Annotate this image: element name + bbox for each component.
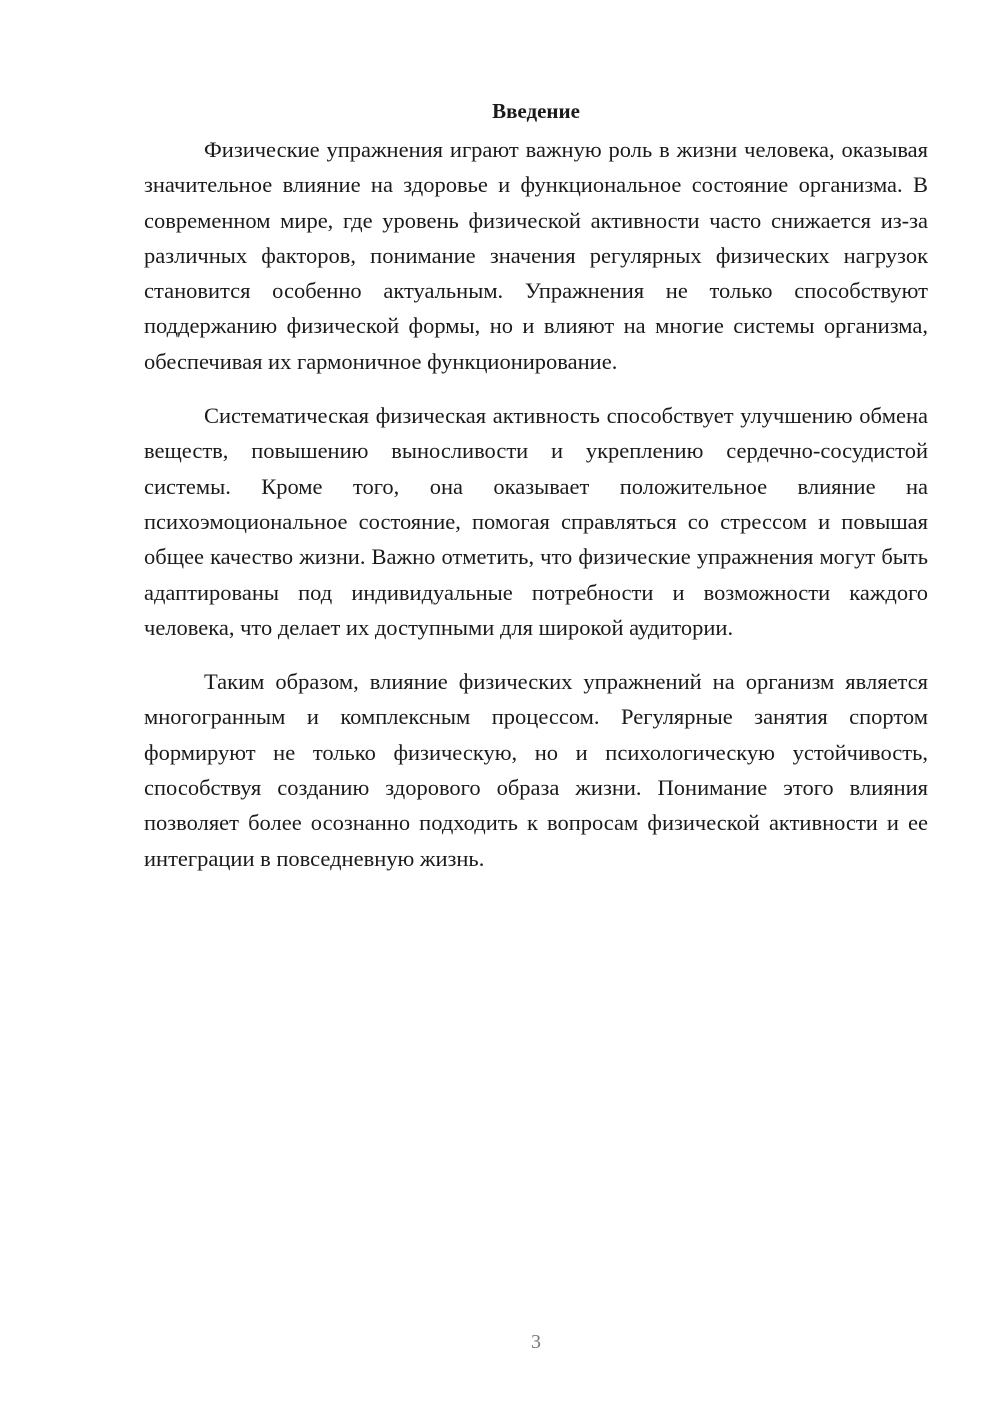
paragraph-1: Физические упражнения играют важную роль в жизни человека, оказывая значительное влияние на здоровье и функциональное состояние организма. В современном мире, где уровень физической активности часто снижается из-за различных факторов, понимание значения регулярных физических нагрузок становится особенно актуальным. Упражнения не только способствуют поддержанию физической формы, но и влияют на многие системы организма, обеспечивая их гармоничное функционирование. bbox=[144, 137, 928, 374]
page-number: 3 bbox=[531, 1331, 541, 1353]
page-content bbox=[144, 96, 928, 876]
paragraph-2: Систематическая физическая активность способствует улучшению обмена веществ, повышению выносливости и укреплению сердечно-сосудистой системы. Кроме того, она оказывает положительное влияние на психоэмоциональное состояние, помогая справляться со стрессом и повышая общее качество жизни. Важно отметить, что физические упражнения могут быть адаптированы под индивидуальные потребности и возможности каждого человека, что делает их доступными для широкой аудитории. bbox=[144, 403, 928, 640]
paragraph-3: Таким образом, влияние физических упражнений на организм является многогранным и комплексным процессом. Регулярные занятия спортом формируют не только физическую, но и психологическую устойчивость, способствуя созданию здорового образа жизни. Понимание этого влияния позволяет более осознанно подходить к вопросам физической активности и ее интеграции в повседневную жизнь. bbox=[144, 669, 928, 871]
section-heading: Введение bbox=[492, 99, 580, 123]
